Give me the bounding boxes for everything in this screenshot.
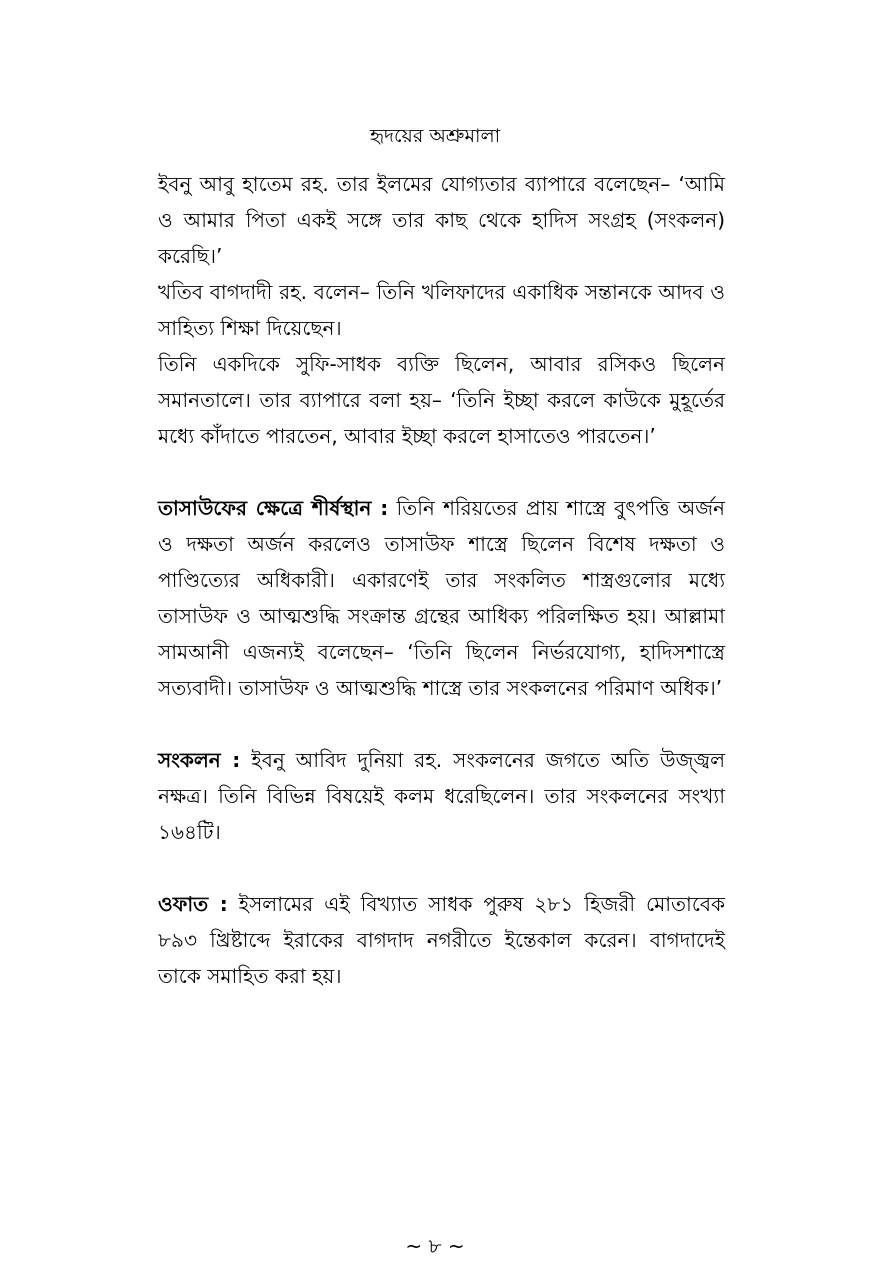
- intro-paragraph-1: ইবনু আবু হাতেম রহ. তার ইলমের যোগ্যতার ব্যাপারে বলেছেন– ‘আমি ও আমার পিতা একই সঙ্গে তার কাছ থেকে হাদিস সংগ্রহ (সংকলন) করেছি।’: [158, 172, 725, 268]
- compilation-text: ইবনু আবিদ দুনিয়া রহ. সংকলনের জগতে অতি উজ্জ্বল নক্ষত্র। তিনি বিভিন্ন বিষয়েই কলম ধরেছিলেন। তার সংকলনের সংখ্যা ১৬৪টি।: [158, 748, 725, 844]
- tasawwuf-heading: তাসাউফের ক্ষেত্রে শীর্ষস্থান :: [158, 496, 389, 520]
- tasawwuf-section: [158, 490, 725, 706]
- intro-paragraph-2: খতিব বাগদাদী রহ. বলেন– তিনি খলিফাদের একাধিক সন্তানকে আদব ও সাহিত্য শিক্ষা দিয়েছেন।: [158, 280, 725, 340]
- compilation-section: [158, 742, 725, 850]
- page-content: [158, 166, 725, 994]
- compilation-heading: সংকলন :: [158, 748, 241, 772]
- running-header: হৃদয়ের অশ্রুমালা: [369, 125, 501, 147]
- death-text: ইসলামের এই বিখ্যাত সাধক পুরুষ ২৮১ হিজরী মোতাবেক ৮৯৩ খ্রিষ্টাব্দে ইরাকের বাগদাদ নগরীতে ইন্তেকাল করেন। বাগদাদেই তাকে সমাহিত করা হয়।: [158, 892, 726, 988]
- intro-paragraph-3: তিনি একদিকে সুফি-সাধক ব্যক্তি ছিলেন, আবার রসিকও ছিলেন সমানতালে। তার ব্যাপারে বলা হয়– ‘তিনি ইচ্ছা করলে কাউকে মুহূর্তের মধ্যে কাঁদাতে পারতেন, আবার ইচ্ছা করলে হাসাতেও পারতেন।’: [158, 352, 725, 448]
- death-heading: ওফাত :: [158, 892, 228, 916]
- page-number: ~ ৮ ~: [405, 1234, 465, 1258]
- death-section: [158, 886, 725, 994]
- tasawwuf-text: তিনি শরিয়তের প্রায় শাস্ত্রে বুৎপত্তি অর্জন ও দক্ষতা অর্জন করলেও তাসাউফ শাস্ত্রে ছিলেন বিশেষ দক্ষতা ও পাণ্ডিত্যের অধিকারী। একারণেই তার সংকলিত শাস্ত্রগুলোর মধ্যে তাসাউফ ও আত্মশুদ্ধি সংক্রান্ত গ্রন্থের আধিক্য পরিলক্ষিত হয়। আল্লামা সামআনী এজন্যই বলেছেন– ‘তিনি ছিলেন নির্ভরযোগ্য, হাদিসশাস্ত্রে সত্যবাদী। তাসাউফ ও আত্মশুদ্ধি শাস্ত্রে তার সংকলনের পরিমাণ অধিক।’: [158, 496, 725, 700]
